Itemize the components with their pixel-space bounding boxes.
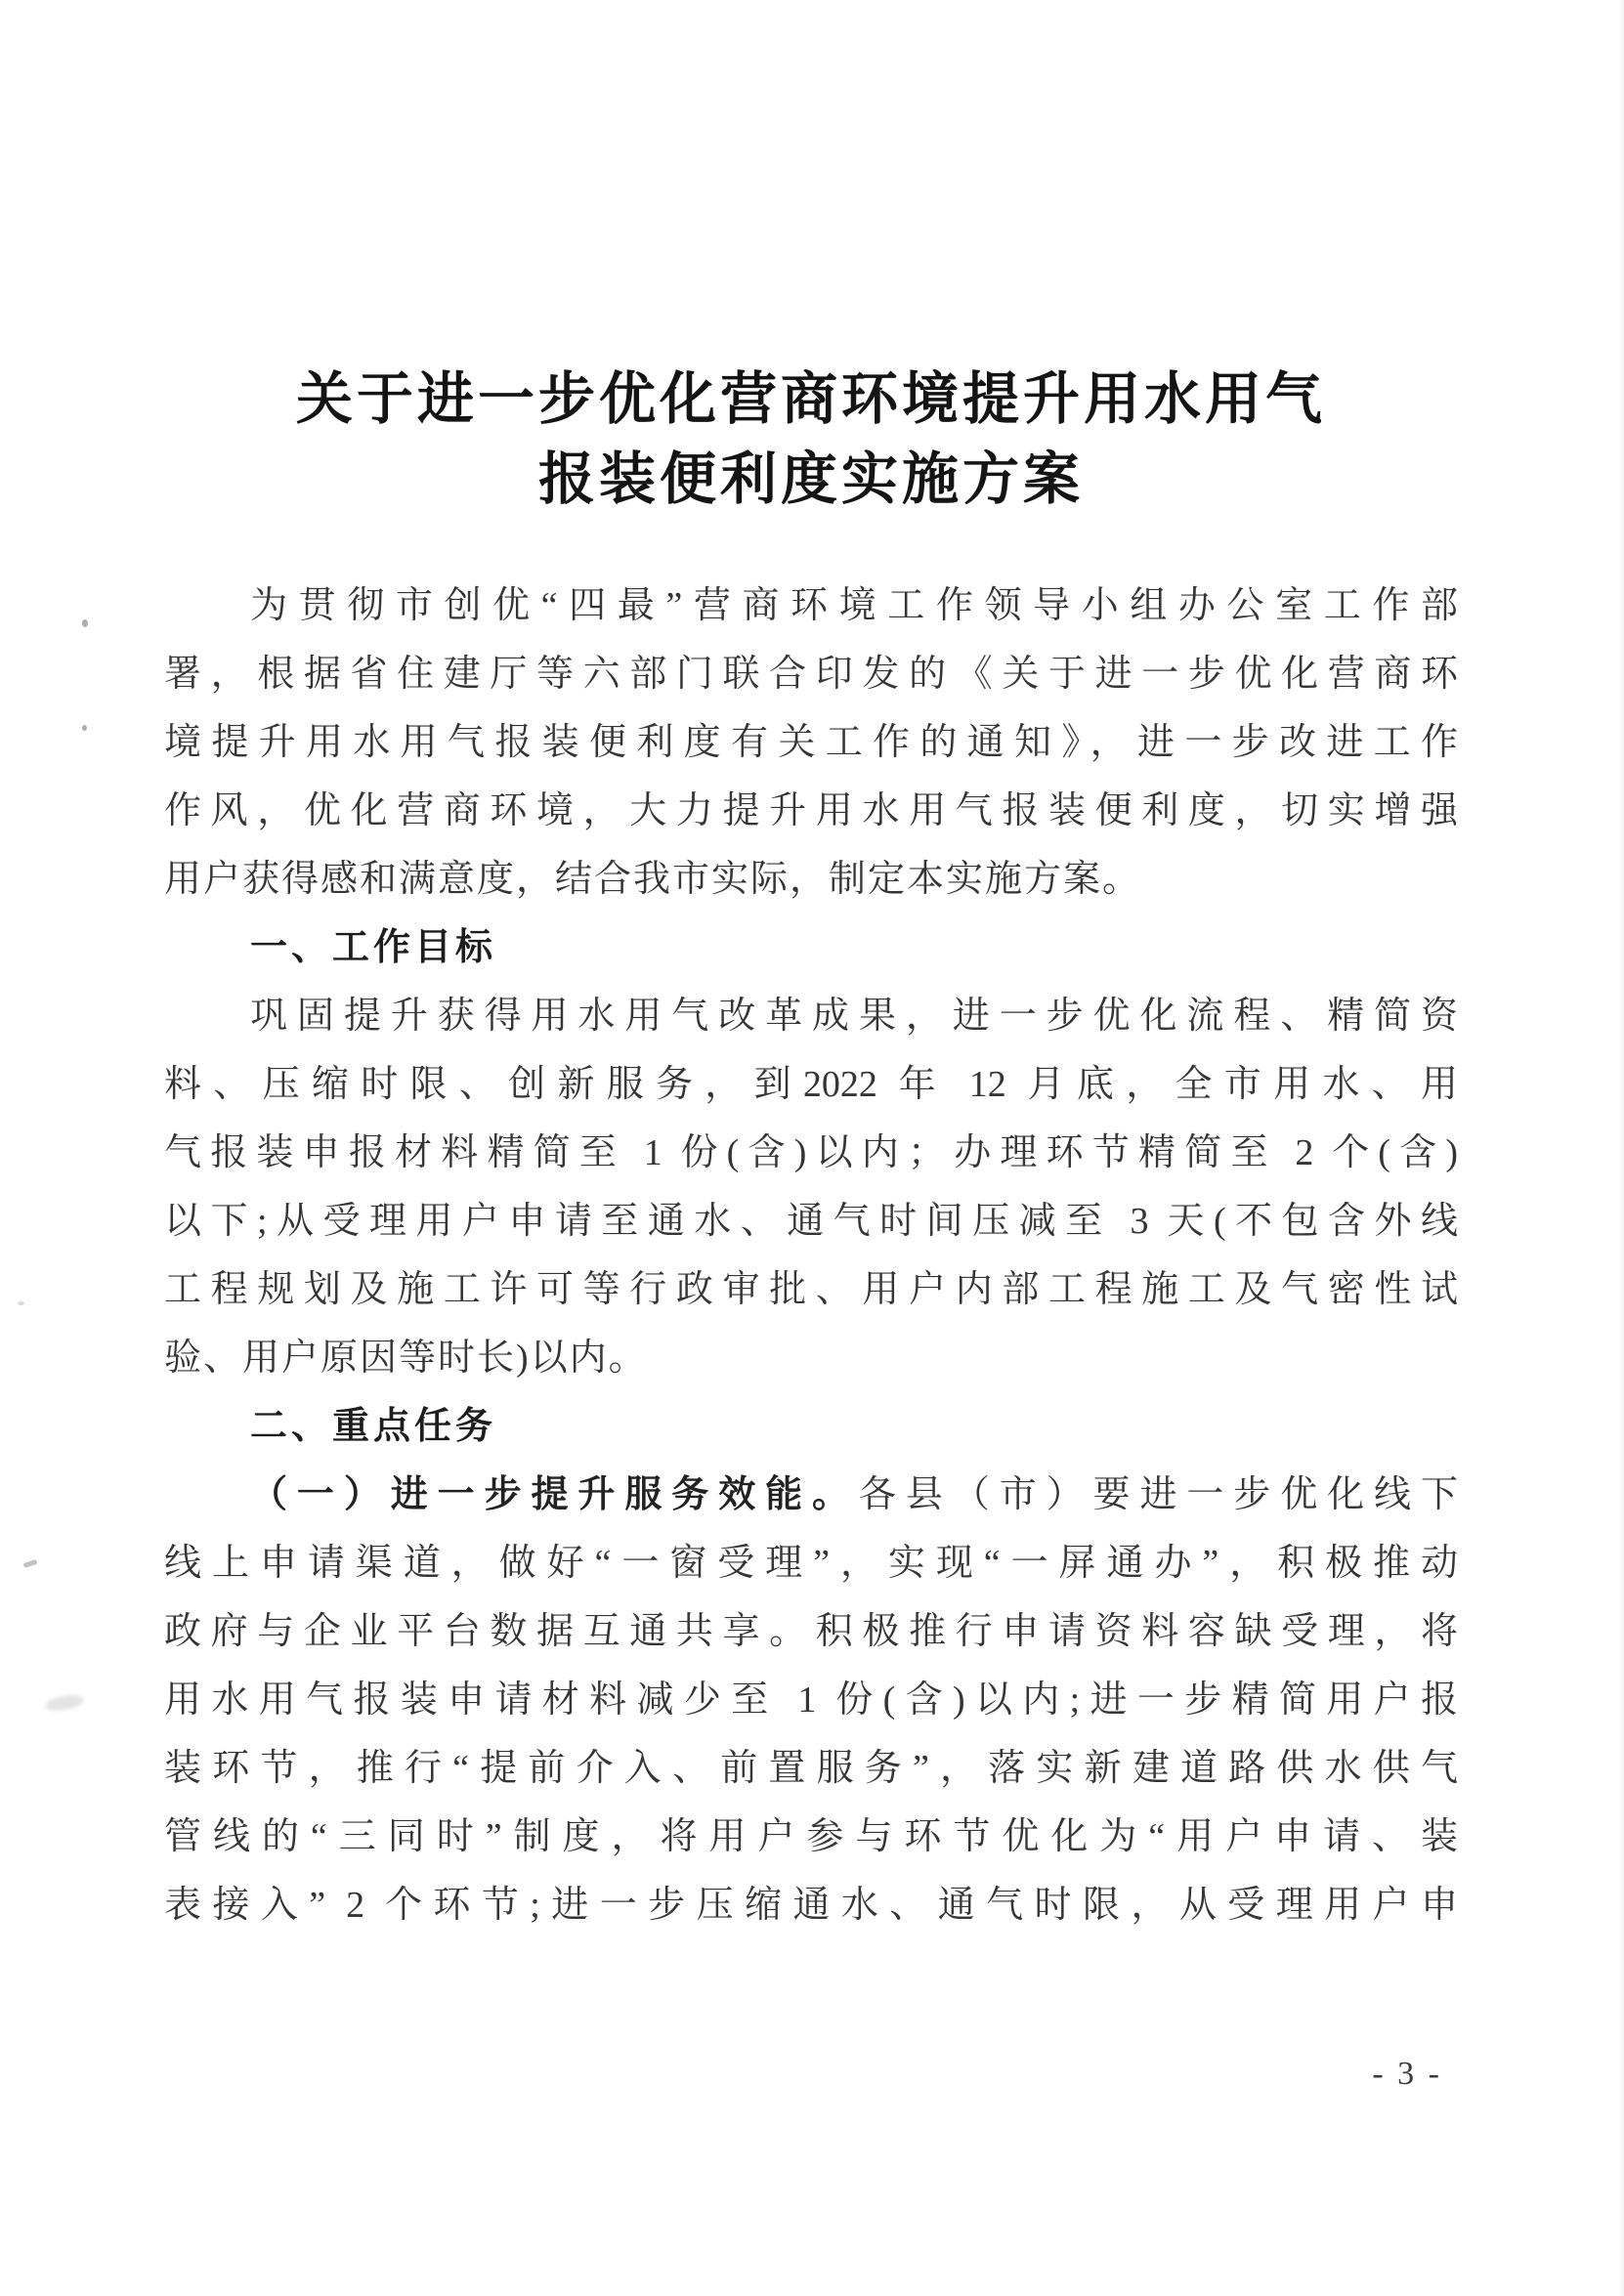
body-line: 装环节，推行“提前介入、前置服务”，落实新建道路供水供气 — [164, 1748, 1458, 1789]
page-number: - 3 - — [1372, 2056, 1442, 2092]
body-line: 验、用户原因等时长)以内。 — [164, 1338, 648, 1379]
scan-artifact — [82, 725, 87, 731]
scan-artifact — [82, 619, 88, 627]
body-line: 料、压缩时限、创新服务，到2022 年 12 月底，全市用水、用 — [164, 1064, 1458, 1105]
document-title-line2: 报装便利度实施方案 — [537, 447, 1084, 511]
scan-artifact — [23, 1559, 38, 1568]
body-line: 表接入” 2 个环节;进一步压缩通水、通气时限，从受理用户申 — [164, 1885, 1458, 1926]
body-line: 用户获得感和满意度，结合我市实际，制定本实施方案。 — [164, 859, 1142, 900]
body-line: 用水用气报装申请材料减少至 1 份(含)以内;进一步精简用户报 — [164, 1679, 1458, 1721]
document-title — [164, 360, 1458, 520]
body-line: 工程规划及施工许可等行政审批、用户内部工程施工及气密性试 — [164, 1269, 1458, 1310]
section-heading: 二、重点任务 — [250, 1406, 497, 1447]
body-line: 境提升用水用气报装便利度有关工作的通知》，进一步改进工作 — [164, 722, 1458, 763]
body-line: 为贯彻市创优“四最”营商环境工作领导小组办公室工作部 — [250, 585, 1458, 626]
document-title-line1: 关于进一步优化营商环境提升用水用气 — [295, 367, 1326, 431]
body-line: 管线的“三同时”制度，将用户参与环节优化为“用户申请、装 — [164, 1816, 1458, 1857]
body-line: 政府与企业平台数据互通共享。积极推行申请资料容缺受理，将 — [164, 1611, 1458, 1652]
scan-artifact — [18, 1301, 24, 1305]
body-line: 以下;从受理用户申请至通水、通气时间压减至 3 天(不包含外线 — [164, 1201, 1458, 1242]
body-line: （一）进一步提升服务效能。各县（市）要进一步优化线下 — [250, 1474, 1458, 1515]
scan-artifact — [44, 1693, 85, 1714]
body-line: 气报装申报材料精简至 1 份(含)以内；办理环节精简至 2 个(含) — [164, 1132, 1458, 1173]
paragraph-lead-bold: （一）进一步提升服务效能。 — [250, 1474, 859, 1515]
body-line: 作风，优化营商环境，大力提升用水用气报装便利度，切实增强 — [164, 790, 1458, 831]
document-body — [164, 572, 1458, 1939]
body-line: 巩固提升获得用水用气改革成果，进一步优化流程、精简资 — [250, 996, 1458, 1037]
section-heading: 一、工作目标 — [250, 927, 497, 968]
body-line: 署，根据省住建厅等六部门联合印发的《关于进一步优化营商环 — [164, 654, 1458, 695]
body-line: 线上申请渠道，做好“一窗受理”，实现“一屏通办”，积极推动 — [164, 1543, 1458, 1584]
